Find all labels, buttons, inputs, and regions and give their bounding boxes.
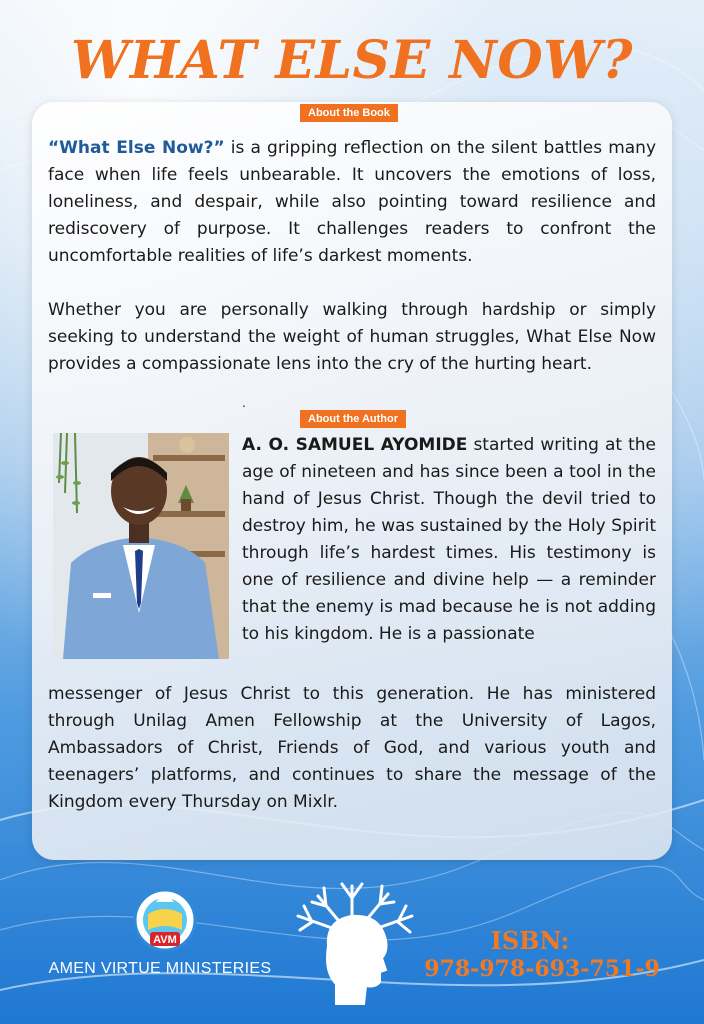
about-book-heading: About the Book	[300, 104, 398, 122]
about-book-text	[48, 135, 656, 270]
about-author-heading: About the Author	[300, 410, 406, 428]
about-author-text	[242, 432, 656, 648]
page-title: WHAT ELSE NOW?	[70, 30, 633, 91]
author-name: A. O. SAMUEL AYOMIDE	[242, 435, 468, 455]
separator-dot: .	[242, 396, 246, 410]
about-author-text-continued: messenger of Jesus Christ to this generation. He has ministered through Unilag Amen Fellowship at the University of Lagos, Ambassadors of Christ, Friends of God, and various youth and teenagers’ platforms, and continues to share the message of the Kingdom every Thursday on Mixlr.	[48, 684, 656, 812]
author-bio-part1: started writing at the age of nineteen and has since been a tool in the hand of Jesus Christ. Though the devil tried to destroy him, he was sustained by the Holy Spirit through life’s hardest times. His testimony is one of resilience and divine help — a reminder that the enemy is mad because he is not adding to his kingdom. He is a passionate	[242, 435, 656, 644]
book-title-lead: “What Else Now?”	[48, 138, 225, 158]
isbn-number: 978-978-693-751-9	[424, 956, 660, 982]
author-photo	[53, 433, 229, 659]
isbn-label: ISBN:	[490, 926, 570, 955]
about-book-text-2: Whether you are personally walking through hardship or simply seeking to understand the weight of human struggles, What Else Now provides a compassionate lens into the cry of the hurting heart.	[48, 300, 656, 374]
head-tree-icon	[278, 876, 428, 1008]
book-description: is a gripping reflection on the silent battles many face when life feels unbearable. It uncovers the emotions of loss, loneliness, and despair, while also pointing toward resilience and rediscovery of purpose. It challenges readers to confront the uncomfortable realities of life’s darkest moments.	[48, 138, 657, 266]
logo-text: AVM	[153, 934, 177, 946]
ministry-name: AMEN VIRTUE MINISTERIES	[48, 960, 272, 977]
